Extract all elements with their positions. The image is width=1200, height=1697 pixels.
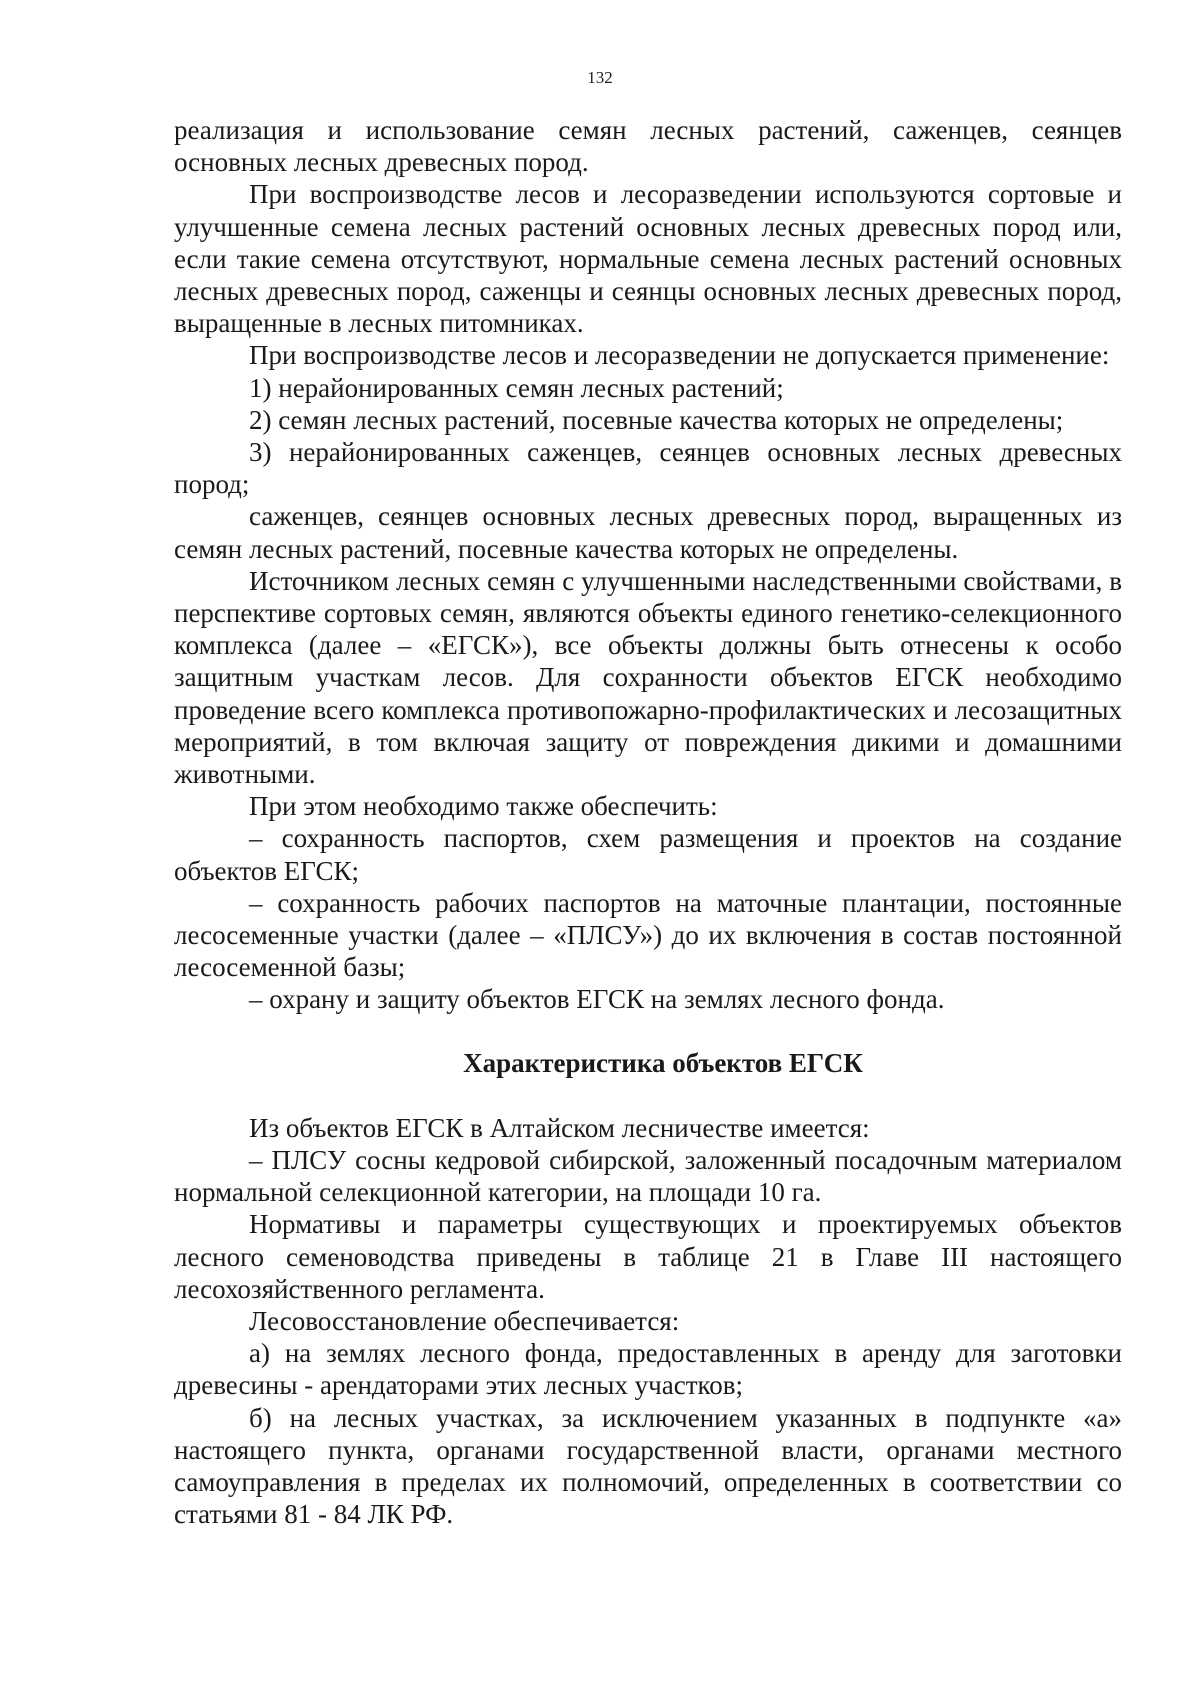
list-item: – ПЛСУ сосны кедровой сибирской, заложенный посадочным материалом нормальной селекционной категории, на площади 10 га. bbox=[174, 1144, 1122, 1208]
paragraph: Из объектов ЕГСК в Алтайском лесничестве имеется: bbox=[249, 1112, 870, 1143]
list-item: а) на землях лесного фонда, предоставленных в аренду для заготовки древесины - арендаторами этих лесных участков; bbox=[174, 1338, 1122, 1401]
paragraph: Лесовосстановление обеспечивается: bbox=[249, 1305, 680, 1336]
section-heading: Характеристика объектов ЕГСК bbox=[463, 1047, 863, 1078]
document-body bbox=[174, 114, 1122, 1530]
paragraph: При этом необходимо также обеспечить: bbox=[249, 791, 718, 822]
page-number: 132 bbox=[587, 68, 613, 87]
list-item: 1) нерайонированных семян лесных растений; bbox=[249, 372, 784, 403]
list-item: 2) семян лесных растений, посевные качества которых не определены; bbox=[249, 404, 1064, 435]
list-item: саженцев, сеянцев основных лесных древесных пород, выращенных из семян лесных растений, посевные качества которых не определены. bbox=[174, 501, 1122, 564]
paragraph: При воспроизводстве лесов и лесоразведении используются сортовые и улучшенные семена лесных растений основных лесных древесных пород или, если такие семена отсутствуют, нормальные семена лесных растений основных лесных древесных пород, саженцы и сеянцы основных лесных древесных пород, выращенные в лесных питомниках. bbox=[174, 179, 1122, 339]
list-item: – сохранность рабочих паспортов на маточные плантации, постоянные лесосеменные участки (далее – «ПЛСУ») до их включения в состав постоянной лесосеменной базы; bbox=[174, 887, 1122, 983]
list-item: – охрану и защиту объектов ЕГСК на землях лесного фонда. bbox=[249, 984, 945, 1015]
list-item: 3) нерайонированных саженцев, сеянцев основных лесных древесных пород; bbox=[174, 437, 1122, 500]
paragraph: реализация и использование семян лесных растений, саженцев, сеянцев основных лесных древесных пород. bbox=[174, 115, 1122, 178]
paragraph: Источником лесных семян с улучшенными наследственными свойствами, в перспективе сортовых семян, являются объекты единого генетико-селекционного комплекса (далее – «ЕГСК»), все объекты должны быть отнесены к особо защитным участкам лесов. Для сохранности объектов ЕГСК необходимо проведение всего комплекса противопожарно-профилактических и лесозащитных мероприятий, в том включая защиту от повреждения дикими и домашними животными. bbox=[174, 565, 1122, 790]
paragraph: Нормативы и параметры существующих и проектируемых объектов лесного семеноводства приведены в таблице 21 в Главе III настоящего лесохозяйственного регламента. bbox=[174, 1209, 1122, 1304]
paragraph: При воспроизводстве лесов и лесоразведении не допускается применение: bbox=[249, 340, 1110, 371]
list-item: б) на лесных участках, за исключением указанных в подпункте «а» настоящего пункта, органами государственной власти, органами местного самоуправления в пределах их полномочий, определенных в соответствии со статьями 81 - 84 ЛК РФ. bbox=[174, 1402, 1122, 1530]
list-item: – сохранность паспортов, схем размещения и проектов на создание объектов ЕГСК; bbox=[174, 823, 1122, 886]
